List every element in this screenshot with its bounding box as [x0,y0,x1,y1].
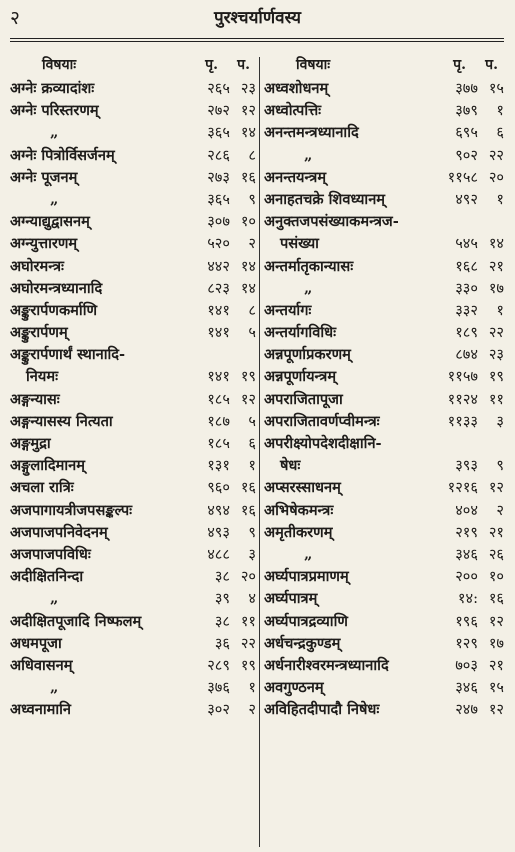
entry-line: १ [496,190,504,208]
index-entry [10,411,258,433]
entry-page: २१९ [455,523,478,541]
index-entry [10,256,258,278]
entry-line: २२ [488,146,504,164]
entry-subject: अमृतीकरणम् [264,523,333,541]
entry-page: १२१६ [447,479,478,497]
entry-subject: अङ्गमुद्रा [10,435,51,452]
index-entry [264,389,506,411]
column-header-page: पृ. [453,57,466,73]
index-entry [10,522,258,544]
entry-subject: अङ्कुरार्पणकर्माणि [10,301,98,319]
entry-page: ४४२ [207,257,230,275]
entry-line: १९ [240,368,256,386]
entry-subject: अध्वोत्पत्तिः [264,102,322,120]
entry-line: १६ [240,479,256,497]
entry-subject: अग्नेः पित्रोर्विसर्जनम् [10,146,115,164]
entry-line: २२ [488,324,504,342]
entry-subject: अप्सरस्साधनम् [264,479,341,497]
ditto-mark: „ [304,146,313,164]
entry-line: १४ [240,257,256,275]
header-rule [10,38,504,39]
entry-subject: अङ्गन्यासः [10,390,60,408]
entry-page: ४९४ [207,501,230,519]
entry-line: ५ [248,324,256,342]
index-entry [10,633,258,655]
entry-page: ३६५ [207,190,230,208]
entry-page: ३४६ [455,545,478,563]
index-entry [10,677,258,699]
entry-subject: षेधः [280,457,301,475]
entry-subject: अघोरमन्त्रः [10,257,64,275]
column-header-line: प. [237,57,250,73]
index-entry [264,145,506,167]
entry-subject: अग्न्याद्युद्वासनम् [10,213,90,231]
index-entry [10,655,258,677]
entry-page: १४१ [207,368,230,386]
index-entry [10,477,258,499]
entry-line: ८ [248,146,256,164]
entry-subject: अङ्कुरार्पणम् [10,324,68,342]
entry-line: २१ [488,656,504,674]
index-entry [10,500,258,522]
entry-subject: अर्घ्यपात्रप्रमाणम् [264,568,349,586]
index-entry [264,433,506,455]
entry-page: २८६ [207,146,230,164]
entry-page: ३९३ [455,457,478,475]
index-entry [10,322,258,344]
entry-line: ८ [248,301,256,319]
entry-line: १४ [488,235,504,253]
entry-page: १४१ [207,324,230,342]
index-entry [10,699,258,721]
entry-page: १८९ [455,324,478,342]
index-entry [264,633,506,655]
entry-subject: अङ्गन्यासस्य नित्यता [10,412,113,430]
entry-page: १८७ [207,412,230,430]
entry-subject: अग्नेः परिस्तरणम् [10,102,99,120]
index-entry [264,344,506,366]
index-entry [10,455,258,477]
entry-line: ११ [240,612,256,630]
entry-subject: अपराजितापूजा [264,390,343,408]
entry-subject: अर्धनारीश्वरमन्त्रध्यानादि [264,656,389,674]
entry-page: १६८ [455,257,478,275]
entry-page: ३६५ [207,124,230,142]
entry-subject: नियमः [26,368,59,386]
entry-page: ११५७ [447,368,478,386]
ditto-mark: „ [304,545,313,563]
entry-line: १५ [488,679,504,697]
entry-line: १२ [488,612,504,630]
entry-page: २७३ [207,168,230,186]
entry-subject: अदीक्षितपूजादि निष्फलम् [10,612,142,630]
index-column-right [264,52,506,721]
page-title: पुरश्चर्यार्णवस्य [213,8,302,28]
entry-line: १२ [488,701,504,719]
entry-line: २३ [488,346,504,364]
index-entry [10,167,258,189]
column-header-subject: विषयाः [42,57,77,73]
index-entry [264,211,506,233]
entry-subject: अनन्तमन्त्रध्यानादि [264,124,359,142]
entry-line: १६ [488,590,504,608]
entry-page: ८२३ [207,279,230,297]
index-entry [10,344,258,366]
index-entry [264,477,506,499]
entry-subject: अनाहतचक्रे शिवध्यानम् [264,190,386,208]
entry-line: २३ [240,80,256,97]
entry-line: १४ [240,279,256,297]
entry-page: १२९ [455,634,478,652]
entry-subject: अन्तर्यागविधिः [264,324,337,342]
entry-subject: अङ्कुरार्पणार्थं स्थानादि- [10,346,126,364]
entry-page: १८५ [207,390,230,408]
index-entry [10,122,258,144]
ditto-mark: „ [304,279,313,297]
index-entry [264,500,506,522]
entry-subject: अग्न्युत्तारणम् [10,235,78,253]
entry-page: ९०२ [455,146,478,164]
index-entry [10,78,258,100]
entry-line: ५ [248,412,256,430]
entry-line: १७ [488,634,504,652]
entry-line: ३ [248,545,256,563]
index-entry [264,167,506,189]
index-entry [10,611,258,633]
index-entry [264,522,506,544]
entry-line: १९ [240,656,256,674]
ditto-mark: „ [50,679,59,697]
entry-page: २०० [455,568,478,586]
entry-subject: अधमपूजा [10,634,62,652]
index-entry [264,300,506,322]
entry-subject: अजपागायत्रीजपसङ्कल्पः [10,501,133,519]
entry-line: २१ [488,257,504,275]
index-entry [10,211,258,233]
entry-line: १४ [240,124,256,142]
entry-page: ३३२ [455,301,478,319]
entry-subject: अध्वशोधनम् [264,80,329,97]
index-entry [264,677,506,699]
index-entry [10,588,258,610]
index-entry [264,699,506,721]
entry-subject: अनन्तयन्त्रम् [264,168,327,186]
entry-subject: अपरीक्ष्योपदेशदीक्षानि- [264,435,382,452]
entry-page: १४१ [207,301,230,319]
entry-subject: अविहितदीपादौ निषेधः [264,701,380,719]
entry-line: ६ [496,124,504,142]
entry-line: १९ [488,368,504,386]
entry-page: ४९२ [455,190,478,208]
index-entry [10,189,258,211]
column-header-page: पृ. [205,57,218,73]
index-entry [10,233,258,255]
entry-page: ११२४ [447,390,478,408]
entry-page: २६५ [207,80,230,97]
index-entry [10,145,258,167]
entry-line: ३ [496,412,504,430]
entry-line: १० [240,213,256,231]
entry-line: २ [496,501,504,519]
entry-page: ५२० [207,235,230,253]
ditto-mark: „ [50,190,59,208]
index-entry [10,433,258,455]
entry-line: १० [488,568,504,586]
entry-page: ३८ [214,568,230,586]
entry-subject: अजपाजपविधिः [10,545,91,563]
entry-line: १६ [240,501,256,519]
entry-page: ३०२ [207,701,230,719]
entry-subject: अङ्गुलादिमानम् [10,457,85,475]
entry-line: १५ [488,80,504,97]
index-entry [264,189,506,211]
index-entry [264,100,506,122]
entry-page: ८७४ [455,346,478,364]
entry-line: २० [488,168,504,186]
entry-page: ३३० [455,279,478,297]
page-number: २ [10,7,20,29]
entry-line: २६ [488,545,504,563]
index-entry [10,100,258,122]
entry-line: ९ [496,457,504,475]
entry-page: ३६ [214,634,230,652]
index-entry [10,544,258,566]
entry-subject: अर्घ्यपात्रम् [264,590,318,608]
entry-page: ९६० [207,479,230,497]
entry-line: २ [248,701,256,719]
index-entry [264,455,506,477]
ditto-mark: „ [50,124,59,142]
entry-line: १ [496,301,504,319]
entry-page: ३४६ [455,679,478,697]
entry-line: १ [248,457,256,475]
entry-page: ११३३ [447,412,478,430]
index-entry [264,78,506,100]
entry-page: ६९५ [455,124,478,142]
entry-subject: अर्घ्यपात्रद्रव्याणि [264,612,348,630]
column-header [10,52,258,78]
entry-subject: अन्तर्मातृकान्यासः [264,257,354,275]
entry-subject: अनुक्तजपसंख्याकमन्त्रज- [264,213,399,231]
entry-line: २१ [488,523,504,541]
index-entry [10,566,258,588]
index-entry [264,366,506,388]
index-entry [264,256,506,278]
index-entry [10,278,258,300]
entry-page: २७२ [207,102,230,120]
entry-subject: अभिषेकमन्त्रः [264,501,334,519]
entry-subject: अजपाजपनिवेदनम् [10,523,108,541]
index-entry [264,322,506,344]
index-column-left [10,52,258,721]
column-divider [259,57,260,847]
entry-subject: अधिवासनम् [10,656,73,674]
index-entry [264,544,506,566]
index-entry [264,278,506,300]
entry-subject: अर्धचन्द्रकुण्डम् [264,634,341,652]
entry-page: ३७९ [455,102,478,120]
entry-page: १४: [457,590,478,608]
entry-subject: अन्नपूर्णायन्त्रम् [264,368,337,386]
entry-page: ३९ [214,590,230,608]
index-entry [264,233,506,255]
entry-line: २० [240,568,256,586]
entry-line: ९ [248,523,256,541]
ditto-mark: „ [50,590,59,608]
index-entry [264,122,506,144]
entry-page: ३७७ [455,80,478,97]
entry-line: ६ [248,435,256,452]
entry-page: ७०३ [455,656,478,674]
entry-line: १ [248,679,256,697]
entry-subject: अध्वनामानि [10,701,72,719]
entry-page: ४८८ [207,545,230,563]
entry-line: ११ [488,390,504,408]
entry-page: २८९ [207,656,230,674]
index-entry [10,300,258,322]
index-entry [264,655,506,677]
entry-line: २२ [240,634,256,652]
entry-line: १६ [240,168,256,186]
entry-subject: अग्नेः क्रव्यादांशः [10,80,95,97]
entry-line: १२ [240,390,256,408]
index-entry [10,389,258,411]
entry-subject: अन्तर्यागः [264,301,312,319]
index-entry [264,566,506,588]
entry-subject: अघोरमन्त्रध्यानादि [10,279,103,297]
column-header-line: प. [485,57,498,73]
column-header [264,52,506,78]
entry-page: १८५ [207,435,230,452]
index-entry [264,611,506,633]
entry-subject: अवगुण्ठनम् [264,679,324,697]
entry-subject: अचला रात्रिः [10,479,74,497]
entry-page: ३७६ [207,679,230,697]
index-entry [264,411,506,433]
entry-page: ५४५ [455,235,478,253]
entry-page: २४७ [455,701,478,719]
entry-subject: अग्नेः पूजनम् [10,168,78,186]
column-header-subject: विषयाः [296,57,331,73]
entry-page: ४९३ [207,523,230,541]
entry-subject: पसंख्या [280,235,319,253]
entry-line: ९ [248,190,256,208]
entry-subject: अन्नपूर्णाप्रकरणम् [264,346,351,364]
entry-line: १२ [240,102,256,120]
entry-line: १७ [488,279,504,297]
header-rule-inner [10,41,504,42]
entry-page: १३१ [207,457,230,475]
entry-subject: अपराजितावर्णप्वीमन्त्रः [264,412,380,430]
index-entry [264,588,506,610]
entry-subject: अदीक्षितनिन्दा [10,568,84,586]
entry-page: ११५८ [447,168,478,186]
entry-page: ३८ [214,612,230,630]
entry-line: १२ [488,479,504,497]
entry-page: ३०७ [207,213,230,231]
entry-page: १९६ [455,612,478,630]
entry-line: २ [248,235,256,253]
index-entry [10,366,258,388]
entry-line: ४ [248,590,256,608]
entry-line: १ [496,102,504,120]
entry-page: ४०४ [455,501,478,519]
